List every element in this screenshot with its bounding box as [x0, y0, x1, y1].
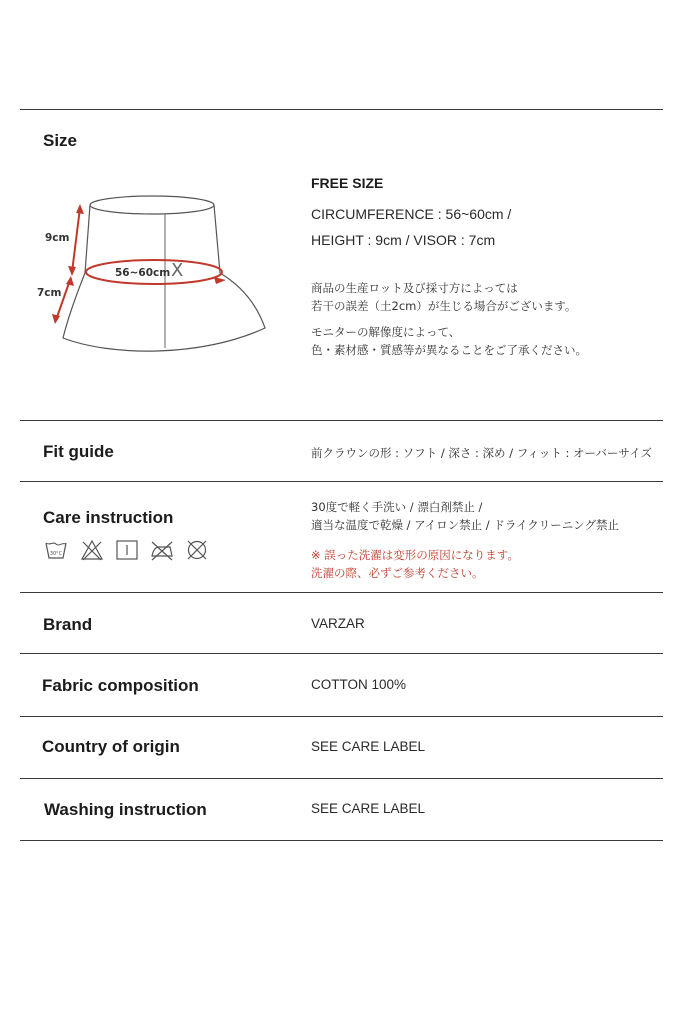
- fabric-heading: Fabric composition: [42, 676, 199, 695]
- brand-value: VARZAR: [311, 616, 365, 631]
- divider-brand-fabric: [20, 653, 663, 654]
- care-warning-2: 洗濯の際、必ずご参考ください。: [311, 566, 484, 580]
- care-warning-1: ※ 誤った洗濯は変形の原因になります。: [311, 548, 519, 562]
- tumble-dry-icon: [115, 539, 139, 561]
- height-visor-text: HEIGHT : 9cm / VISOR : 7cm: [311, 232, 496, 248]
- origin-heading: Country of origin: [42, 737, 180, 756]
- monitor-note-line-1: モニターの解像度によって、: [311, 325, 461, 339]
- divider-top: [20, 109, 663, 110]
- no-iron-icon: [149, 539, 175, 561]
- care-line-2: 適当な温度で乾燥 / アイロン禁止 / ドライクリーニング禁止: [311, 518, 620, 532]
- divider-fabric-origin: [20, 716, 663, 717]
- divider-size-fit: [20, 420, 663, 421]
- divider-fit-care: [20, 481, 663, 482]
- free-size-heading: FREE SIZE: [311, 175, 384, 191]
- washing-value: SEE CARE LABEL: [311, 801, 426, 816]
- no-dry-clean-icon: [185, 539, 209, 561]
- wash-temperature-label: 30°C: [49, 551, 63, 557]
- origin-value: SEE CARE LABEL: [311, 739, 426, 754]
- size-note-line-2: 若干の誤差（土2cm）が生じる場合がございます。: [311, 299, 577, 313]
- divider-bottom: [20, 840, 663, 841]
- care-heading: Care instruction: [43, 508, 174, 527]
- brand-heading: Brand: [43, 615, 93, 634]
- washing-heading: Washing instruction: [44, 800, 207, 819]
- visor-dimension-label: 7cm: [37, 287, 62, 299]
- fabric-value: COTTON 100%: [311, 677, 407, 692]
- fit-guide-value: 前クラウンの形 : ソフト / 深さ : 深め / フィット : オーバーサイズ: [311, 446, 653, 460]
- bucket-hat-diagram: [30, 188, 290, 368]
- circumference-text: CIRCUMFERENCE : 56~60cm /: [311, 206, 512, 222]
- circumference-dimension-label: 56~60cm: [115, 267, 171, 279]
- care-icons-row: [44, 539, 214, 563]
- care-line-1: 30度で軽く手洗い / 漂白剤禁止 /: [311, 500, 483, 514]
- size-note-line-1: 商品の生産ロット及び採寸方によっては: [311, 281, 518, 295]
- size-heading: Size: [43, 131, 78, 150]
- divider-care-brand: [20, 592, 663, 593]
- no-bleach-icon: [80, 539, 104, 561]
- height-dimension-label: 9cm: [45, 232, 70, 244]
- divider-origin-washing: [20, 778, 663, 779]
- fit-guide-heading: Fit guide: [43, 442, 114, 461]
- svg-text:X: X: [171, 260, 184, 281]
- hand-wash-30-icon: [44, 539, 68, 561]
- monitor-note-line-2: 色・素材感・質感等が異なることをご了承ください。: [311, 343, 587, 357]
